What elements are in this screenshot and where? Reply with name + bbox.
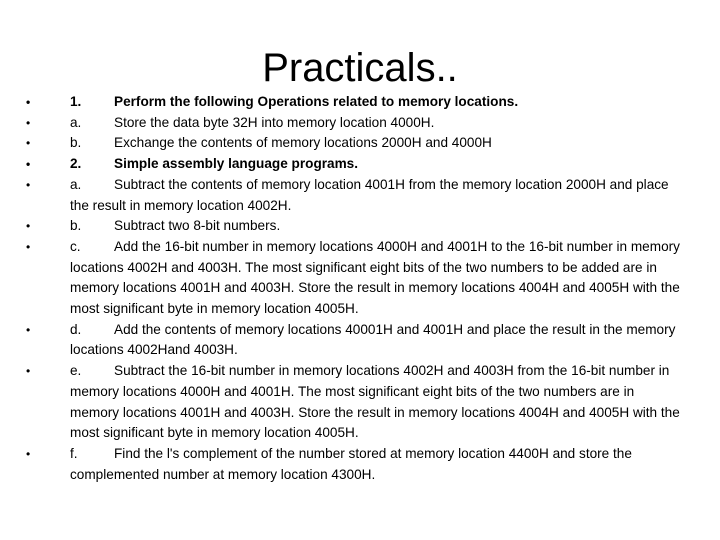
item-label: e. <box>70 363 82 379</box>
item-text: Exchange the contents of memory locations 2000H and 4000H <box>114 135 492 151</box>
bullet-icon: • <box>26 322 31 337</box>
item-text: Subtract two 8-bit numbers. <box>114 218 281 234</box>
list-item <box>26 133 686 154</box>
list-item <box>26 320 686 361</box>
item-label: a. <box>70 114 82 130</box>
practicals-list <box>26 92 686 485</box>
page-title: Practicals.. <box>262 46 458 90</box>
item-text: Find the l's complement of the number stored at memory location 4400H and store the complemented number at memory location 4300H. <box>70 445 632 482</box>
list-item <box>26 175 686 216</box>
list-item <box>26 154 686 175</box>
list-item <box>26 92 686 113</box>
item-text: Add the contents of memory locations 40001H and 4001H and place the result in the memory locations 4002Hand 4003H. <box>70 321 676 358</box>
item-label: a. <box>70 176 82 192</box>
item-label: f. <box>70 445 78 461</box>
item-text: Simple assembly language programs. <box>114 156 359 172</box>
item-text: Store the data byte 32H into memory location 4000H. <box>114 114 435 130</box>
item-text: Subtract the 16-bit number in memory locations 4002H and 4003H from the 16-bit number in memory locations 4000H and 4001H. The most significant eight bits of the two numbers are in memory locations 4001H and 4003H. Store the result in memory locations 4004H and 4005H with the most significant byte in memory location 4005H. <box>70 363 680 441</box>
bullet-icon: • <box>26 177 31 192</box>
item-label: b. <box>70 218 82 234</box>
item-label: d. <box>70 321 82 337</box>
item-text: Subtract the contents of memory location 4001H from the memory location 2000H and place the result in memory location 4002H. <box>70 176 669 213</box>
item-label: b. <box>70 135 82 151</box>
list-item <box>26 113 686 134</box>
bullet-icon: • <box>26 239 31 254</box>
item-text: Add the 16-bit number in memory locations 4000H and 4001H to the 16-bit number in memory locations 4002H and 4003H. The most significant eight bits of the two numbers to be added are in memory locations 4001H and 4003H. Store the result in memory locations 4004H and 4005H with the most significant byte in memory location 4005H. <box>70 238 680 317</box>
list-item <box>26 216 686 237</box>
item-label: c. <box>70 238 81 254</box>
bullet-icon: • <box>26 157 31 172</box>
list-item <box>26 361 686 444</box>
list-item <box>26 444 686 485</box>
bullet-icon: • <box>26 446 31 461</box>
bullet-icon: • <box>26 364 31 379</box>
item-label: 1. <box>70 94 82 109</box>
bullet-icon: • <box>26 95 31 109</box>
item-label: 2. <box>70 156 82 172</box>
bullet-icon: • <box>26 136 31 151</box>
list-item <box>26 237 686 320</box>
bullet-icon: • <box>26 219 31 234</box>
item-text: Perform the following Operations related to memory locations. <box>114 94 519 109</box>
bullet-icon: • <box>26 115 31 130</box>
